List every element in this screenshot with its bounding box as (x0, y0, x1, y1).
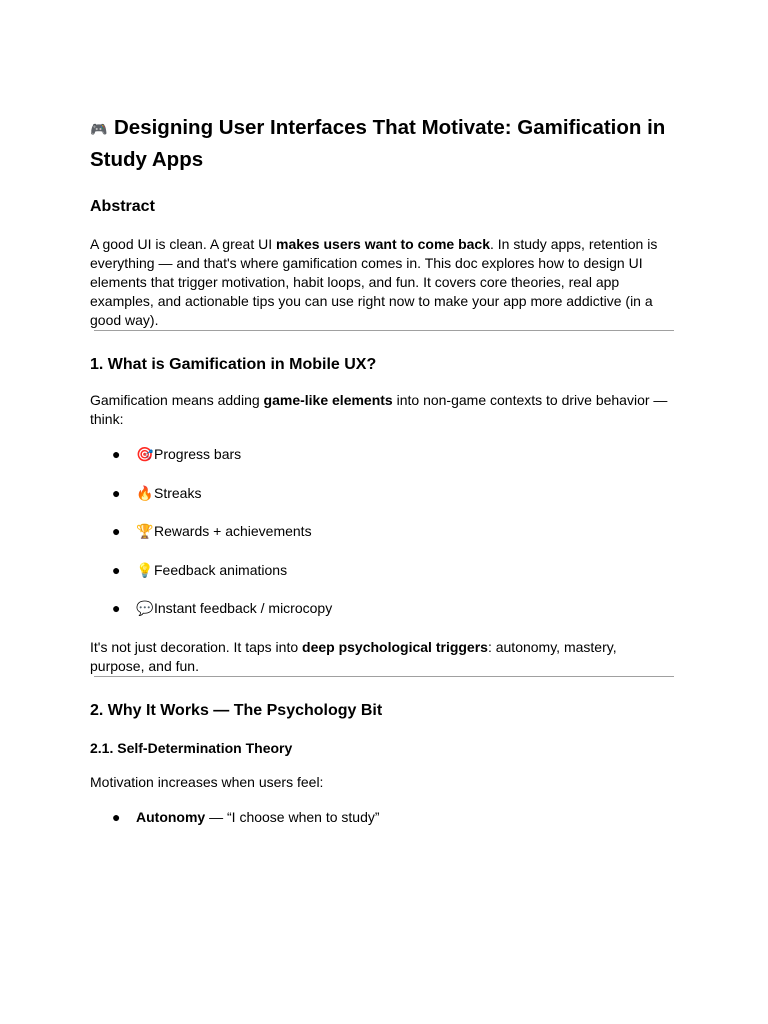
list-item (90, 808, 674, 827)
list-item-description: — “I choose when to study” (205, 808, 380, 825)
document-title-text: Designing User Interfaces That Motivate: Gamification in Study Apps (90, 116, 666, 171)
motivation-factors-list (90, 808, 674, 827)
list-item-label: Streaks (154, 484, 202, 501)
subsection-2-1-heading: 2.1. Self-Determination Theory (90, 739, 293, 756)
outro-text-part: : autonomy, mastery, purpose, and fun. (90, 638, 617, 674)
abstract-paragraph (90, 235, 674, 330)
speech-bubble-icon: 💬 (136, 601, 154, 617)
intro-text-part: into non-game contexts to drive behavior — think: (90, 392, 668, 427)
abstract-text-part: . In study apps, retention is everything — and that's where gamification comes in. This doc explores how to design UI elements that trigger motivation, habit loops, and fun. It covers core theories, real app examples, and actionable tips you can use right now to make your app more addictive (in a good way). (90, 236, 658, 328)
bullet-icon: ● (112, 523, 121, 539)
list-item (90, 445, 674, 465)
list-item (90, 484, 674, 504)
bullet-icon: ● (112, 561, 121, 578)
bullet-icon: ● (112, 446, 121, 462)
list-item-label: Progress bars (154, 446, 242, 462)
list-item (90, 522, 674, 542)
list-item-label: Rewards + achievements (154, 523, 312, 539)
document-title (90, 113, 674, 174)
section-1-heading: 1. What is Gamification in Mobile UX? (90, 356, 377, 373)
abstract-bold-text: makes users want to come back (276, 236, 490, 252)
lightbulb-icon: 💡 (136, 562, 154, 579)
intro-text-part: Gamification means adding (90, 392, 264, 408)
trophy-icon: 🏆 (136, 524, 154, 540)
section-divider (94, 330, 674, 331)
list-item (90, 561, 674, 581)
section-2-intro: Motivation increases when users feel: (90, 773, 324, 790)
list-item (90, 599, 674, 619)
bullet-icon: ● (112, 484, 121, 501)
abstract-heading: Abstract (90, 198, 155, 215)
outro-bold-text: deep psychological triggers (302, 638, 488, 655)
target-icon: 🎯 (136, 447, 154, 463)
game-controller-icon: 🎮 (90, 122, 108, 138)
section-2-heading: 2. Why It Works — The Psychology Bit (90, 701, 383, 719)
outro-text-part: It's not just decoration. It taps into (90, 638, 303, 655)
abstract-text-part: A good UI is clean. A great UI (90, 236, 276, 252)
intro-bold-text: game-like elements (263, 392, 393, 408)
bullet-icon: ● (112, 600, 121, 616)
bullet-icon: ● (112, 808, 121, 825)
gamification-elements-list (90, 445, 674, 619)
fire-icon: 🔥 (136, 485, 154, 502)
section-1-outro (90, 638, 674, 676)
list-item-label: Instant feedback / microcopy (154, 600, 333, 616)
list-item-term: Autonomy (136, 808, 206, 825)
section-1-intro (90, 391, 674, 429)
list-item-label: Feedback animations (154, 561, 288, 578)
section-divider (94, 676, 674, 677)
